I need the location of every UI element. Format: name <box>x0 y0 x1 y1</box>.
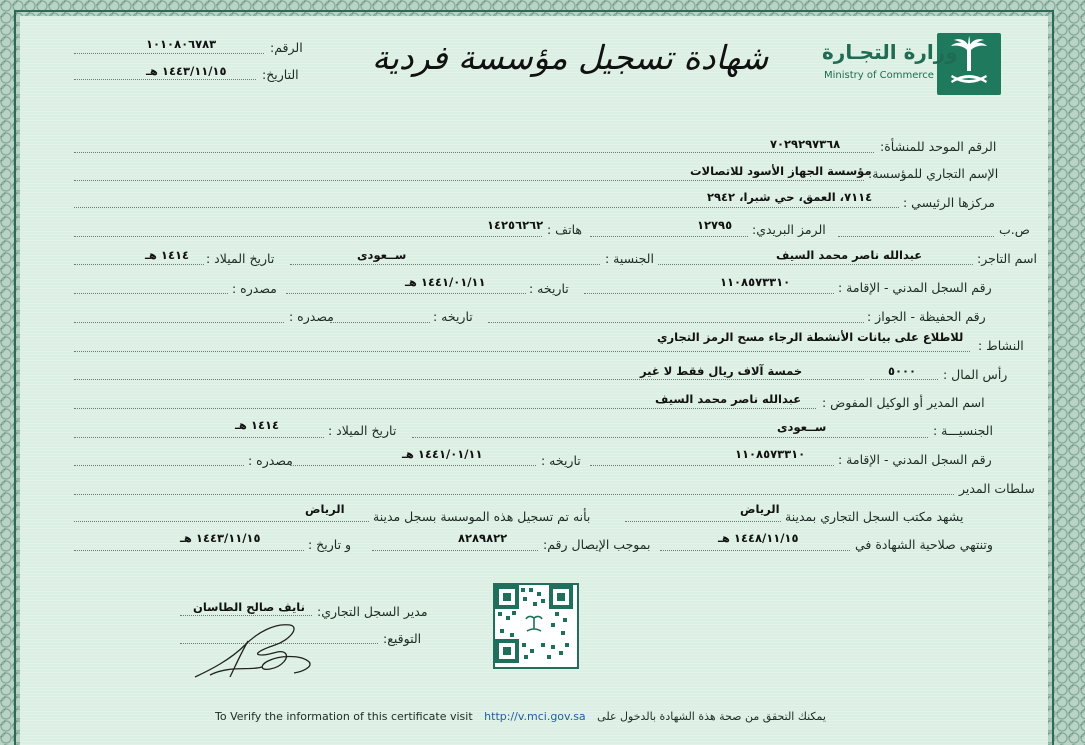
postal-code-label: الرمز البريدي: <box>752 222 826 237</box>
manager-civil-label: رقم السجل المدني - الإقامة : <box>838 452 992 467</box>
and-date-label: و تاريخ : <box>308 537 352 552</box>
activity-value: للاطلاع على بيانات الأنشطة الرجاء مسح الرمز التجاري <box>657 330 964 344</box>
manager-civil-date-label: تاريخه : <box>541 453 581 468</box>
manager-birth-label: تاريخ الميلاد : <box>328 423 397 438</box>
qr-code-icon <box>493 583 579 669</box>
certify-middle-text: بأنه تم تسجيل هذه الموسسة بسجل مدينة <box>373 509 591 524</box>
expiry-label: وتنتهي صلاحية الشهادة في <box>855 537 993 552</box>
receipt-label: بموجب الإيصال رقم: <box>543 537 651 552</box>
date-value: ١٤٤٣/١١/١٥ هـ <box>146 64 227 78</box>
manager-powers-label: سلطات المدير <box>959 481 1035 496</box>
receipt-value: ٨٢٨٩٨٢٢ <box>458 531 508 545</box>
manager-nationality-value: ســعودى <box>777 420 827 434</box>
unified-number-label: الرقم الموحد للمنشأة: <box>880 139 997 154</box>
director-label: مدير السجل التجاري: <box>317 604 428 619</box>
birth-date-value: ١٤١٤ هـ <box>145 248 189 262</box>
nationality-label: الجنسية : <box>605 251 654 266</box>
phone-label: هاتف : <box>547 222 583 237</box>
hq-label: مركزها الرئيسي : <box>903 195 995 210</box>
verify-text-ar: يمكنك التحقق من صحة هذة الشهادة بالدخول على <box>597 710 826 723</box>
expiry-value: ١٤٤٨/١١/١٥ هـ <box>718 531 799 545</box>
passport-label: رقم الحفيظة - الجواز : <box>867 309 986 324</box>
civil-id-label: رقم السجل المدني - الإقامة : <box>838 280 992 295</box>
director-name: نايف صالح الطاسان <box>193 600 305 614</box>
capital-words: خمسة آلاف ريال فقط لا غير <box>640 364 803 378</box>
phone-value: ١٤٢٥٦٢٦٢ <box>487 218 544 232</box>
number-value: ١٠١٠٨٠٦٧٨٣ <box>146 37 217 51</box>
civil-id-value: ١١٠٨٥٧٣٣١٠ <box>720 275 791 289</box>
ministry-name-ar: وزارة التجـارة <box>822 40 958 64</box>
civil-date-value: ١٤٤١/٠١/١١ هـ <box>405 275 486 289</box>
manager-label: اسم المدير أو الوكيل المفوض : <box>822 395 985 410</box>
capital-label: رأس المال : <box>943 367 1008 382</box>
civil-date-label: تاريخه : <box>529 281 569 296</box>
ministry-name-en: Ministry of Commerce <box>824 70 934 81</box>
civil-source-label: مصدره : <box>232 281 277 296</box>
po-box-label: ص.ب <box>999 222 1030 237</box>
certify-city-2: الرياض <box>305 502 345 516</box>
verify-link[interactable]: http://v.mci.gov.sa <box>484 710 586 723</box>
capital-value: ٥٠٠٠ <box>888 364 917 378</box>
passport-date-label: تاريخه : <box>433 309 473 324</box>
trade-name-label: الإسم التجاري للمؤسسة: <box>868 166 999 181</box>
manager-birth-value: ١٤١٤ هـ <box>235 418 279 432</box>
unified-number-value: ٧٠٢٩٢٩٧٣٦٨ <box>770 137 841 151</box>
manager-nationality-label: الجنسيـــة : <box>933 423 993 438</box>
certify-city: الرياض <box>740 502 780 516</box>
merchant-label: اسم التاجر: <box>977 251 1037 266</box>
verify-text-en: To Verify the information of this certificate visit <box>215 710 473 723</box>
number-label: الرقم: <box>270 40 303 55</box>
sign-label: التوقيع: <box>383 631 422 646</box>
passport-source-label: مصدره : <box>289 309 334 324</box>
certificate-title: شهادة تسجيل مؤسسة فردية <box>372 38 769 77</box>
manager-source-label: مصدره : <box>248 453 293 468</box>
hq-value: ٧١١٤، العمق، حي شبرا، ٢٩٤٢ <box>707 190 873 204</box>
merchant-value: عبدالله ناصر محمد السيف <box>776 248 923 262</box>
date-label: التاريخ: <box>262 67 299 82</box>
signature-scribble <box>190 615 320 685</box>
nationality-value: ســعودى <box>357 248 407 262</box>
trade-name-value: مؤسسة الجهاز الأسود للاتصالات <box>690 164 872 178</box>
manager-value: عبدالله ناصر محمد السيف <box>655 392 802 406</box>
manager-civil-value: ١١٠٨٥٧٣٣١٠ <box>735 447 806 461</box>
and-date-value: ١٤٤٣/١١/١٥ هـ <box>180 531 261 545</box>
activity-label: النشاط : <box>978 338 1024 353</box>
verify-line <box>215 710 826 723</box>
certify-label: يشهد مكتب السجل التجاري بمدينة <box>785 509 964 524</box>
birth-date-label: تاريخ الميلاد : <box>206 251 275 266</box>
postal-code-value: ١٢٧٩٥ <box>697 218 733 232</box>
manager-civil-date-value: ١٤٤١/٠١/١١ هـ <box>402 447 483 461</box>
